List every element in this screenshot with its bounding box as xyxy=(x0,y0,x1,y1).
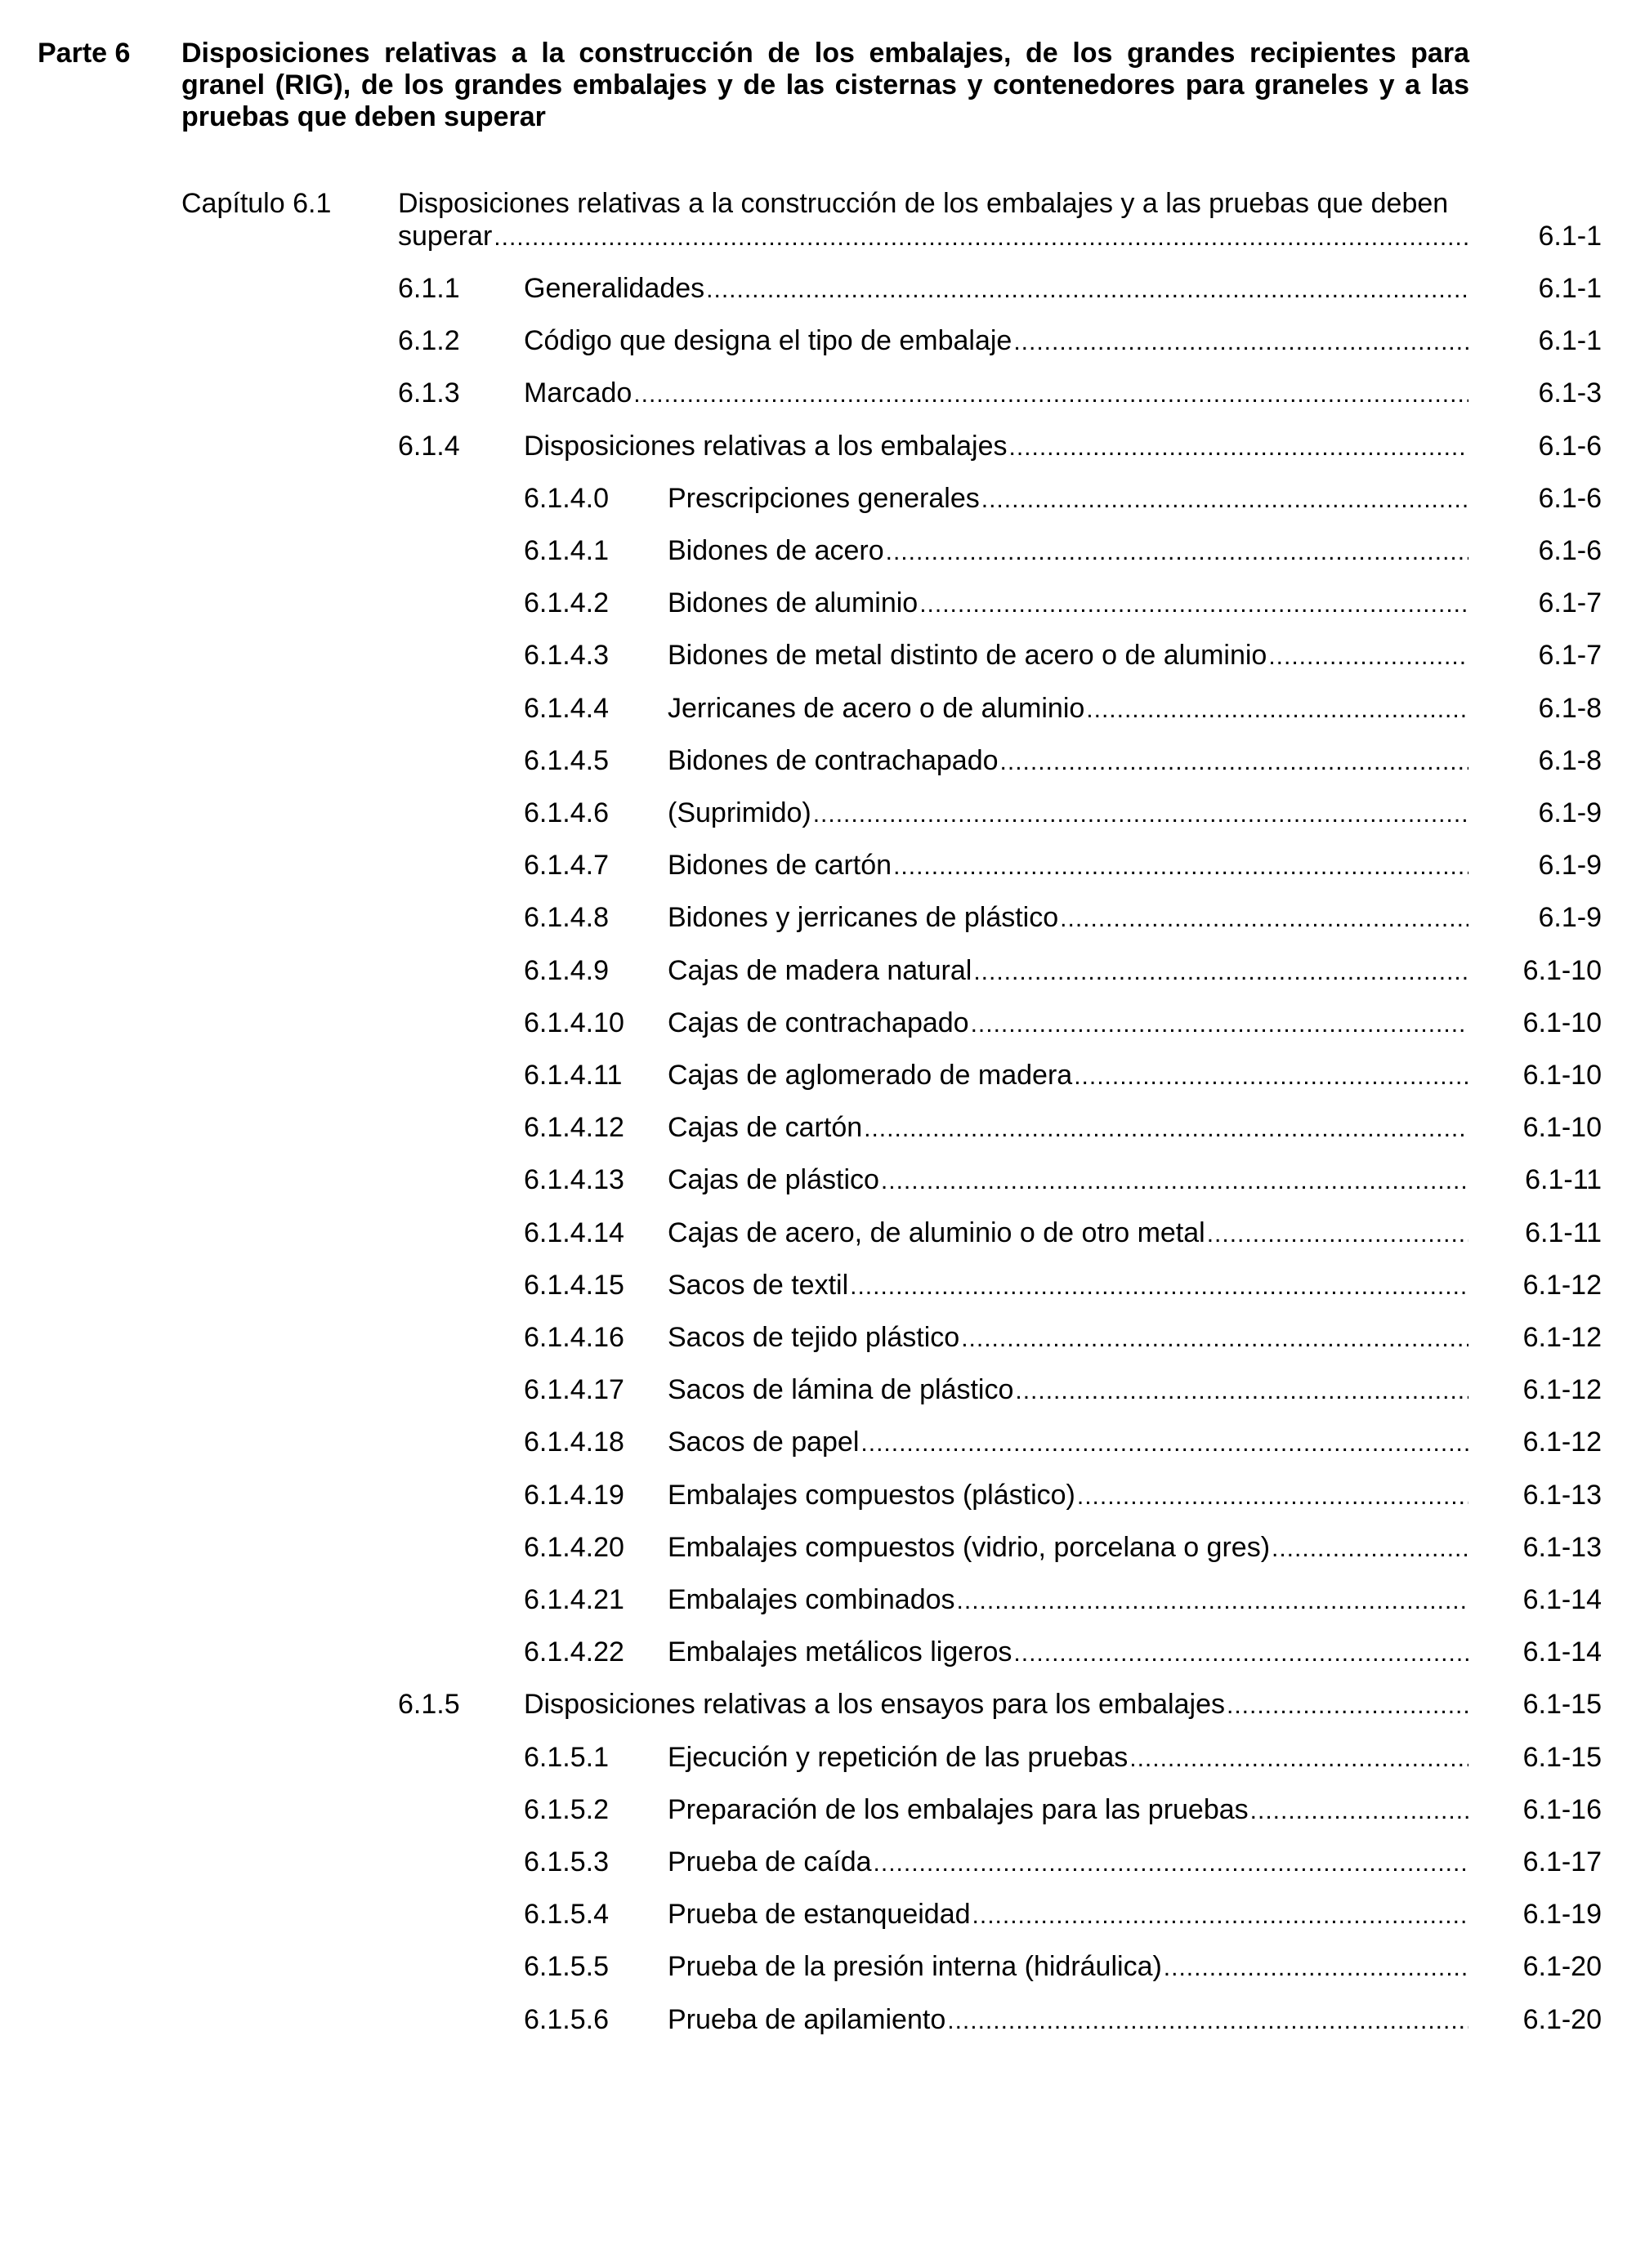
toc-entry[interactable] xyxy=(668,1532,1468,1568)
dot-leader xyxy=(1227,1692,1468,1720)
toc-entry[interactable] xyxy=(668,1584,1468,1620)
entry-page-number: 6.1-12 xyxy=(1522,1270,1602,1301)
entry-page-number: 6.1-17 xyxy=(1522,1846,1602,1877)
toc-entry[interactable] xyxy=(524,377,1468,413)
toc-entry[interactable] xyxy=(668,797,1468,833)
entry-title: Prueba de apilamiento xyxy=(668,2004,946,2035)
entry-title: Prueba de estanqueidad xyxy=(668,1899,971,1930)
entry-page-number: 6.1-8 xyxy=(1538,745,1602,776)
entry-page-number: 6.1-10 xyxy=(1522,955,1602,986)
entry-number: 6.1.4.5 xyxy=(524,745,609,776)
entry-page-number: 6.1-6 xyxy=(1538,483,1602,514)
entry-number: 6.1.4.19 xyxy=(524,1480,624,1511)
entry-title: Embalajes combinados xyxy=(668,1584,955,1615)
dot-leader xyxy=(886,538,1468,566)
toc-entry[interactable] xyxy=(668,1426,1468,1462)
entry-title: Cajas de contrachapado xyxy=(668,1007,969,1038)
toc-entry[interactable] xyxy=(668,640,1468,676)
entry-number: 6.1.4.11 xyxy=(524,1060,623,1091)
entry-title: Prueba de la presión interna (hidráulica) xyxy=(668,1951,1162,1982)
entry-number: 6.1.4.0 xyxy=(524,483,609,514)
dot-leader xyxy=(947,2007,1468,2035)
dot-leader xyxy=(813,801,1468,828)
entry-title: Bidones de aluminio xyxy=(668,587,919,618)
entry-number: 6.1.5.4 xyxy=(524,1899,609,1930)
toc-entry[interactable] xyxy=(668,587,1468,623)
entry-title: Cajas de plástico xyxy=(668,1164,879,1195)
chapter-title-entry[interactable] xyxy=(398,221,1468,257)
entry-page-number: 6.1-10 xyxy=(1522,1112,1602,1143)
entry-page-number: 6.1-16 xyxy=(1522,1794,1602,1825)
entry-number: 6.1.4.4 xyxy=(524,693,609,724)
part-title: Disposiciones relativas a la construcción de los embalajes, de los grandes recipientes para granel (RIG), de los grandes embalajes y de las cisternas y contenedores para graneles y a las pruebas que deben superar xyxy=(181,38,1469,132)
entry-page-number: 6.1-15 xyxy=(1522,1742,1602,1773)
toc-entry[interactable] xyxy=(668,693,1468,729)
entry-number: 6.1.4.6 xyxy=(524,797,609,828)
entry-page-number: 6.1-12 xyxy=(1522,1426,1602,1458)
toc-entry[interactable] xyxy=(668,1217,1468,1253)
entry-title: Sacos de lámina de plástico xyxy=(668,1374,1014,1405)
entry-page-number: 6.1-19 xyxy=(1522,1899,1602,1930)
entry-title: (Suprimido) xyxy=(668,797,811,828)
entry-page-number: 6.1-14 xyxy=(1522,1584,1602,1615)
dot-leader xyxy=(633,381,1468,409)
dot-leader xyxy=(1060,905,1468,933)
entry-title: Disposiciones relativas a los ensayos para los embalajes xyxy=(524,1689,1225,1720)
chapter-title-line2: superar xyxy=(398,221,493,252)
toc-entry[interactable] xyxy=(668,1007,1468,1043)
toc-entry[interactable] xyxy=(668,1951,1468,1987)
entry-title: Embalajes compuestos (plástico) xyxy=(668,1480,1075,1511)
toc-entry[interactable] xyxy=(668,902,1468,938)
entry-title: Generalidades xyxy=(524,273,705,304)
entry-page-number: 6.1-1 xyxy=(1538,273,1602,304)
dot-leader xyxy=(1013,1640,1468,1668)
entry-title: Cajas de madera natural xyxy=(668,955,972,986)
dot-leader xyxy=(973,958,1468,986)
dot-leader xyxy=(1000,748,1468,776)
entry-number: 6.1.3 xyxy=(398,377,460,409)
entry-title: Bidones de acero xyxy=(668,535,884,566)
entry-title: Cajas de cartón xyxy=(668,1112,863,1143)
entry-number: 6.1.4.16 xyxy=(524,1322,624,1353)
dot-leader xyxy=(981,486,1468,514)
entry-page-number: 6.1-1 xyxy=(1538,325,1602,356)
entry-number: 6.1.4.10 xyxy=(524,1007,624,1038)
entry-number: 6.1.5.3 xyxy=(524,1846,609,1877)
entry-title: Disposiciones relativas a los embalajes xyxy=(524,431,1008,462)
entry-number: 6.1.4.7 xyxy=(524,850,609,881)
entry-title: Cajas de acero, de aluminio o de otro metal xyxy=(668,1217,1205,1248)
toc-entry[interactable] xyxy=(668,535,1468,571)
dot-leader xyxy=(874,1850,1468,1877)
chapter-title-line1: Disposiciones relativas a la construcción de los embalajes y a las pruebas que deben xyxy=(398,188,1449,219)
part-label: Parte 6 xyxy=(38,38,131,69)
entry-title: Bidones de metal distinto de acero o de aluminio xyxy=(668,640,1267,671)
dot-leader xyxy=(860,1430,1468,1458)
entry-title: Preparación de los embalajes para las pruebas xyxy=(668,1794,1249,1825)
toc-entry[interactable] xyxy=(668,1322,1468,1358)
entry-number: 6.1.4.14 xyxy=(524,1217,624,1248)
dot-leader xyxy=(1086,696,1468,724)
entry-number: 6.1.4.21 xyxy=(524,1584,624,1615)
entry-number: 6.1.4.2 xyxy=(524,587,609,618)
dot-leader xyxy=(971,1011,1468,1038)
dot-leader xyxy=(1074,1063,1468,1091)
chapter-label: Capítulo 6.1 xyxy=(181,188,332,219)
entry-number: 6.1.4.20 xyxy=(524,1532,624,1563)
dot-leader xyxy=(1013,328,1468,356)
entry-page-number: 6.1-20 xyxy=(1522,1951,1602,1982)
dot-leader xyxy=(494,224,1468,252)
entry-number: 6.1.4.15 xyxy=(524,1270,624,1301)
toc-entry[interactable] xyxy=(668,850,1468,886)
dot-leader xyxy=(1164,1954,1468,1982)
toc-entry[interactable] xyxy=(524,325,1468,361)
entry-title: Prueba de caída xyxy=(668,1846,872,1877)
toc-entry[interactable] xyxy=(668,1899,1468,1935)
toc-entry[interactable] xyxy=(524,1689,1468,1725)
entry-number: 6.1.5.5 xyxy=(524,1951,609,1982)
entry-page-number: 6.1-12 xyxy=(1522,1322,1602,1353)
toc-entry[interactable] xyxy=(668,1846,1468,1882)
entry-number: 6.1.4.18 xyxy=(524,1426,624,1458)
entry-number: 6.1.5.2 xyxy=(524,1794,609,1825)
dot-leader xyxy=(1077,1483,1468,1511)
entry-number: 6.1.2 xyxy=(398,325,460,356)
toc-entry[interactable] xyxy=(668,1164,1468,1200)
entry-page-number: 6.1-20 xyxy=(1522,2004,1602,2035)
dot-leader xyxy=(957,1587,1468,1615)
entry-number: 6.1.4.13 xyxy=(524,1164,624,1195)
entry-title: Marcado xyxy=(524,377,633,409)
entry-title: Cajas de aglomerado de madera xyxy=(668,1060,1073,1091)
entry-page-number: 6.1-10 xyxy=(1522,1060,1602,1091)
entry-page-number: 6.1-13 xyxy=(1522,1532,1602,1563)
entry-number: 6.1.4.12 xyxy=(524,1112,624,1143)
entry-number: 6.1.4.8 xyxy=(524,902,609,933)
entry-title: Jerricanes de acero o de aluminio xyxy=(668,693,1085,724)
entry-page-number: 6.1-13 xyxy=(1522,1480,1602,1511)
dot-leader xyxy=(1129,1745,1468,1773)
entry-page-number: 6.1-7 xyxy=(1538,640,1602,671)
entry-page-number: 6.1-11 xyxy=(1525,1217,1602,1248)
entry-number: 6.1.4.17 xyxy=(524,1374,624,1405)
entry-page-number: 6.1-11 xyxy=(1525,1164,1602,1195)
toc-entry[interactable] xyxy=(668,483,1468,519)
entry-number: 6.1.4.3 xyxy=(524,640,609,671)
entry-page-number: 6.1-6 xyxy=(1538,535,1602,566)
entry-title: Bidones de cartón xyxy=(668,850,892,881)
toc-entry[interactable] xyxy=(668,2004,1468,2040)
toc-entry[interactable] xyxy=(668,1112,1468,1148)
entry-page-number: 6.1-9 xyxy=(1538,797,1602,828)
entry-page-number: 6.1-9 xyxy=(1538,902,1602,933)
entry-title: Sacos de papel xyxy=(668,1426,860,1458)
entry-title: Bidones y jerricanes de plástico xyxy=(668,902,1059,933)
entry-title: Sacos de tejido plástico xyxy=(668,1322,960,1353)
toc-entry[interactable] xyxy=(668,1270,1468,1306)
dot-leader xyxy=(850,1273,1468,1301)
dot-leader xyxy=(893,853,1468,881)
entry-title: Prescripciones generales xyxy=(668,483,980,514)
chapter-page-number: 6.1-1 xyxy=(1538,221,1602,252)
entry-page-number: 6.1-15 xyxy=(1522,1689,1602,1720)
entry-number: 6.1.4.22 xyxy=(524,1636,624,1668)
entry-page-number: 6.1-3 xyxy=(1538,377,1602,409)
toc-entry[interactable] xyxy=(668,1742,1468,1778)
dot-leader xyxy=(961,1325,1468,1353)
entry-title: Ejecución y repetición de las pruebas xyxy=(668,1742,1129,1773)
entry-page-number: 6.1-10 xyxy=(1522,1007,1602,1038)
entry-title: Sacos de textil xyxy=(668,1270,849,1301)
entry-page-number: 6.1-7 xyxy=(1538,587,1602,618)
toc-entry[interactable] xyxy=(668,1480,1468,1516)
dot-leader xyxy=(1207,1221,1468,1248)
toc-entry[interactable] xyxy=(524,273,1468,309)
entry-page-number: 6.1-6 xyxy=(1538,431,1602,462)
entry-title: Bidones de contrachapado xyxy=(668,745,999,776)
entry-page-number: 6.1-14 xyxy=(1522,1636,1602,1668)
dot-leader xyxy=(972,1902,1468,1930)
dot-leader xyxy=(1009,434,1469,462)
entry-page-number: 6.1-9 xyxy=(1538,850,1602,881)
dot-leader xyxy=(706,276,1468,304)
dot-leader xyxy=(864,1115,1468,1143)
entry-title: Embalajes metálicos ligeros xyxy=(668,1636,1012,1668)
toc-entry[interactable] xyxy=(668,1374,1468,1410)
entry-page-number: 6.1-12 xyxy=(1522,1374,1602,1405)
entry-number: 6.1.5.6 xyxy=(524,2004,609,2035)
entry-page-number: 6.1-8 xyxy=(1538,693,1602,724)
toc-entry[interactable] xyxy=(668,1636,1468,1672)
dot-leader xyxy=(881,1167,1468,1195)
entry-number: 6.1.1 xyxy=(398,273,460,304)
dot-leader xyxy=(919,591,1468,618)
toc-entry[interactable] xyxy=(668,955,1468,991)
entry-number: 6.1.4.1 xyxy=(524,535,609,566)
dot-leader xyxy=(1015,1377,1468,1405)
entry-title: Embalajes compuestos (vidrio, porcelana o gres) xyxy=(668,1532,1271,1563)
entry-number: 6.1.4.9 xyxy=(524,955,609,986)
entry-title: Código que designa el tipo de embalaje xyxy=(524,325,1012,356)
entry-number: 6.1.4 xyxy=(398,431,460,462)
toc-entry[interactable] xyxy=(668,745,1468,781)
toc-entry[interactable] xyxy=(668,1794,1468,1830)
toc-entry[interactable] xyxy=(524,431,1468,467)
entry-number: 6.1.5 xyxy=(398,1689,460,1720)
dot-leader xyxy=(1250,1797,1468,1825)
entry-number: 6.1.5.1 xyxy=(524,1742,609,1773)
toc-entry[interactable] xyxy=(668,1060,1468,1096)
